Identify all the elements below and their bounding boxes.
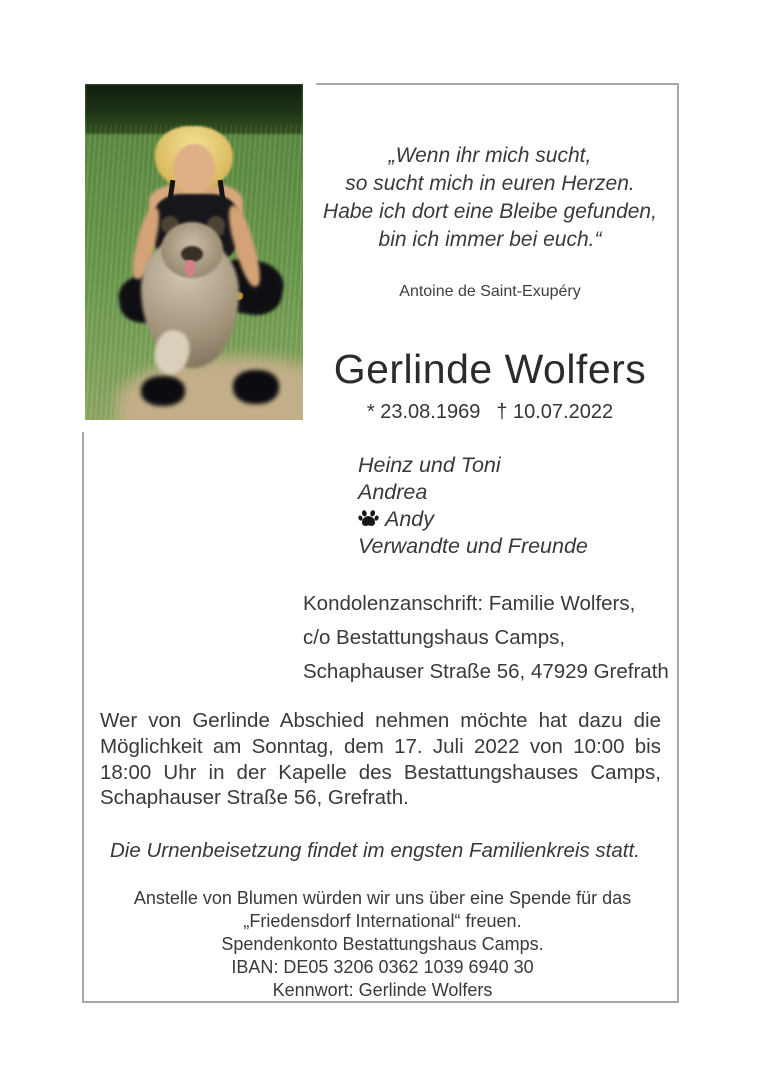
photo-woman-face: [173, 144, 215, 194]
mourners-list: [358, 452, 588, 560]
donation-info: [95, 887, 670, 1002]
deceased-name: Gerlinde Wolfers: [333, 346, 647, 392]
portrait-photo-mat: [70, 68, 316, 432]
donation-line: Anstelle von Blumen würden wir uns über eine Spende für das: [133, 888, 632, 908]
condolence-line: Schaphauser Straße 56, 47929 Grefrath: [303, 660, 669, 683]
quote-line: so sucht mich in euren Herzen.: [345, 172, 635, 195]
photo-woman-shoe: [233, 370, 279, 404]
burial-notice: Die Urnenbeisetzung findet im engsten Familienkreis statt.: [110, 839, 640, 862]
donation-line: „Friedensdorf International“ freuen.: [243, 911, 522, 931]
mourner-name: Heinz und Toni: [358, 453, 501, 477]
birth-date: * 23.08.1969: [366, 401, 481, 423]
photo-woman-shoe: [141, 376, 185, 406]
mourner-name: Andrea: [358, 480, 428, 504]
condolence-address: [303, 587, 669, 689]
quote-line: „Wenn ihr mich sucht,: [388, 144, 592, 167]
portrait-photo: [85, 84, 303, 420]
life-dates: [310, 401, 670, 424]
donation-line: Spendenkonto Bestattungshaus Camps.: [221, 934, 544, 954]
photo-puppy-tongue: [185, 260, 195, 276]
paw-icon: [358, 508, 379, 535]
death-date: † 10.07.2022: [496, 401, 614, 423]
donation-keyword: Kennwort: Gerlinde Wolfers: [272, 980, 493, 1000]
donation-iban: IBAN: DE05 3206 0362 1039 6940 30: [231, 957, 534, 977]
mourner-name: Verwandte und Freunde: [358, 534, 588, 558]
quote-attribution: Antoine de Saint-Exupéry: [399, 283, 581, 300]
condolence-line: c/o Bestattungshaus Camps,: [303, 626, 566, 649]
mourner-name: Andy: [385, 507, 435, 531]
mourner-row-andy: [358, 506, 588, 533]
condolence-line: Kondolenzanschrift: Familie Wolfers,: [303, 592, 636, 615]
quote-line: bin ich immer bei euch.“: [378, 228, 602, 251]
memorial-quote: [310, 142, 670, 254]
quote-line: Habe ich dort eine Bleibe gefunden,: [323, 200, 657, 223]
farewell-paragraph: Wer von Gerlinde Abschied nehmen möchte hat dazu die Möglichkeit am Sonntag, dem 17. Juli 2022 von 10:00 bis 18:00 Uhr in der Kapelle des Bestattungshauses Camps, Schaphauser Straße 56, Grefrath.: [100, 709, 661, 810]
